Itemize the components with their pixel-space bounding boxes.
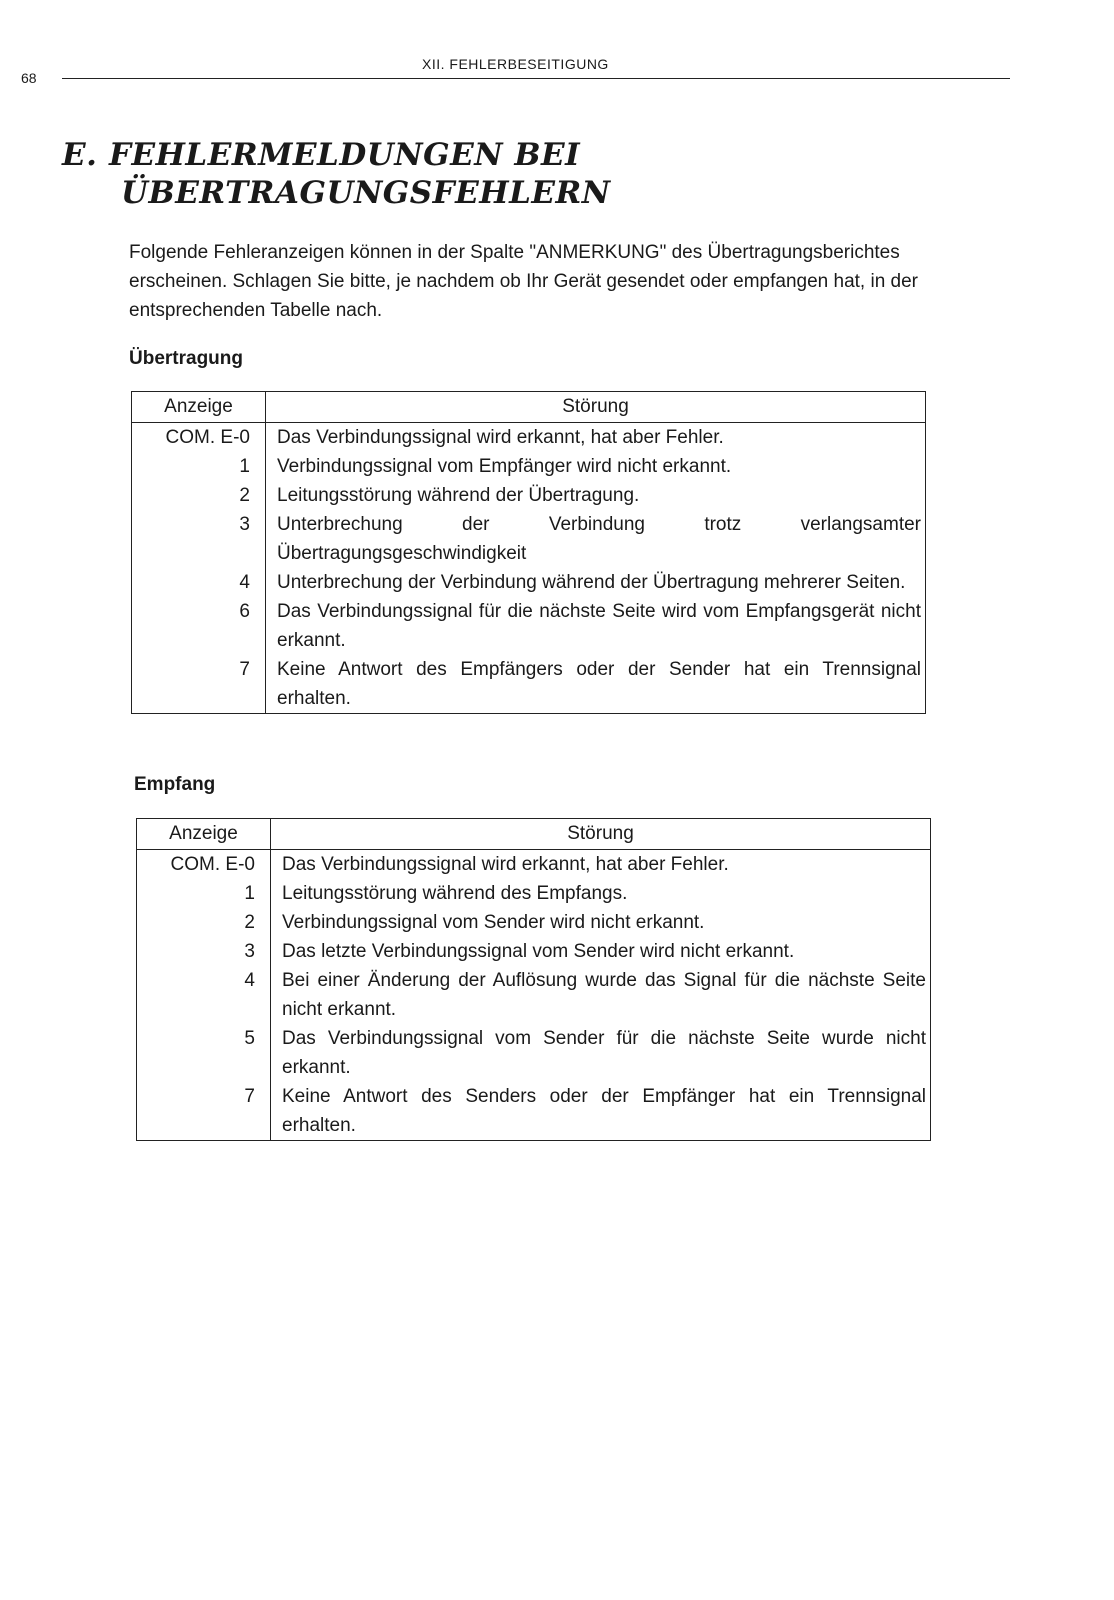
error-code: 7 [137,1082,271,1141]
chapter-title: XII. FEHLERBESEITIGUNG [422,56,609,72]
table-row [137,966,931,1024]
table-row [132,452,926,481]
error-code: 5 [137,1024,271,1082]
error-code: 4 [137,966,271,1024]
table-row [132,510,926,568]
page-number: 68 [21,70,37,86]
reception-table-body [137,850,931,1141]
transmission-table-body [132,423,926,714]
error-code: COM. E-0 [137,850,271,880]
table-row [132,481,926,510]
error-code: 2 [137,908,271,937]
error-description: Leitungsstörung während der Übertragung. [277,485,640,506]
column-header-code: Anzeige [137,819,271,850]
section-title-line2: ÜBERTRAGUNGSFEHLERN [121,175,611,211]
error-description: Keine Antwort des Empfängers oder der Sender hat ein Trennsignal erhalten. [277,659,921,709]
section-letter: E. [62,137,98,173]
section-title-line1: FEHLERMELDUNGEN BEI [109,137,581,173]
table-header-row [132,392,926,423]
error-code: 7 [132,655,266,714]
error-description: Keine Antwort des Senders oder der Empfänger hat ein Trennsignal erhalten. [282,1086,926,1136]
error-code: 6 [132,597,266,655]
intro-paragraph: Folgende Fehleranzeigen können in der Spalte "ANMERKUNG" des Übertragungsberichtes erscheinen. Schlagen Sie bitte, je nachdem ob Ihr Gerät gesendet oder empfangen hat, in der entsprechenden Tabelle nach. [129,242,919,321]
error-code: 1 [137,879,271,908]
error-description: Das letzte Verbindungssignal vom Sender wird nicht erkannt. [282,941,795,962]
section-title [62,136,611,212]
error-code: COM. E-0 [132,423,266,453]
header-rule [62,78,1010,79]
table-header-row [137,819,931,850]
error-description: Das Verbindungssignal vom Sender für die nächste Seite wurde nicht erkannt. [282,1028,926,1078]
table-row [137,1024,931,1082]
table-row [132,597,926,655]
column-header-code: Anzeige [132,392,266,423]
table-row [137,937,931,966]
table-row [132,655,926,714]
error-code: 4 [132,568,266,597]
transmission-table [131,391,926,714]
error-description: Verbindungssignal vom Empfänger wird nicht erkannt. [277,456,732,477]
error-description: Unterbrechung der Verbindung trotz verlangsamter Übertragungsgeschwindigkeit [277,514,921,564]
table-row [137,850,931,880]
table-row [137,1082,931,1141]
error-description: Das Verbindungssignal wird erkannt, hat aber Fehler. [277,427,724,448]
table-row [137,908,931,937]
reception-heading: Empfang [134,774,216,795]
error-code: 1 [132,452,266,481]
transmission-heading: Übertragung [129,348,243,369]
column-header-description: Störung [266,392,926,423]
table-row [132,423,926,453]
table-row [137,879,931,908]
error-code: 3 [132,510,266,568]
reception-table [136,818,931,1141]
error-description: Verbindungssignal vom Sender wird nicht erkannt. [282,912,705,933]
error-description: Unterbrechung der Verbindung während der Übertragung mehrerer Seiten. [277,572,906,593]
error-description: Leitungsstörung während des Empfangs. [282,883,628,904]
table-row [132,568,926,597]
error-description: Bei einer Änderung der Auflösung wurde das Signal für die nächste Seite nicht erkannt. [282,970,926,1020]
error-code: 2 [132,481,266,510]
error-description: Das Verbindungssignal für die nächste Seite wird vom Empfangsgerät nicht erkannt. [277,601,921,651]
error-code: 3 [137,937,271,966]
column-header-description: Störung [271,819,931,850]
error-description: Das Verbindungssignal wird erkannt, hat aber Fehler. [282,854,729,875]
